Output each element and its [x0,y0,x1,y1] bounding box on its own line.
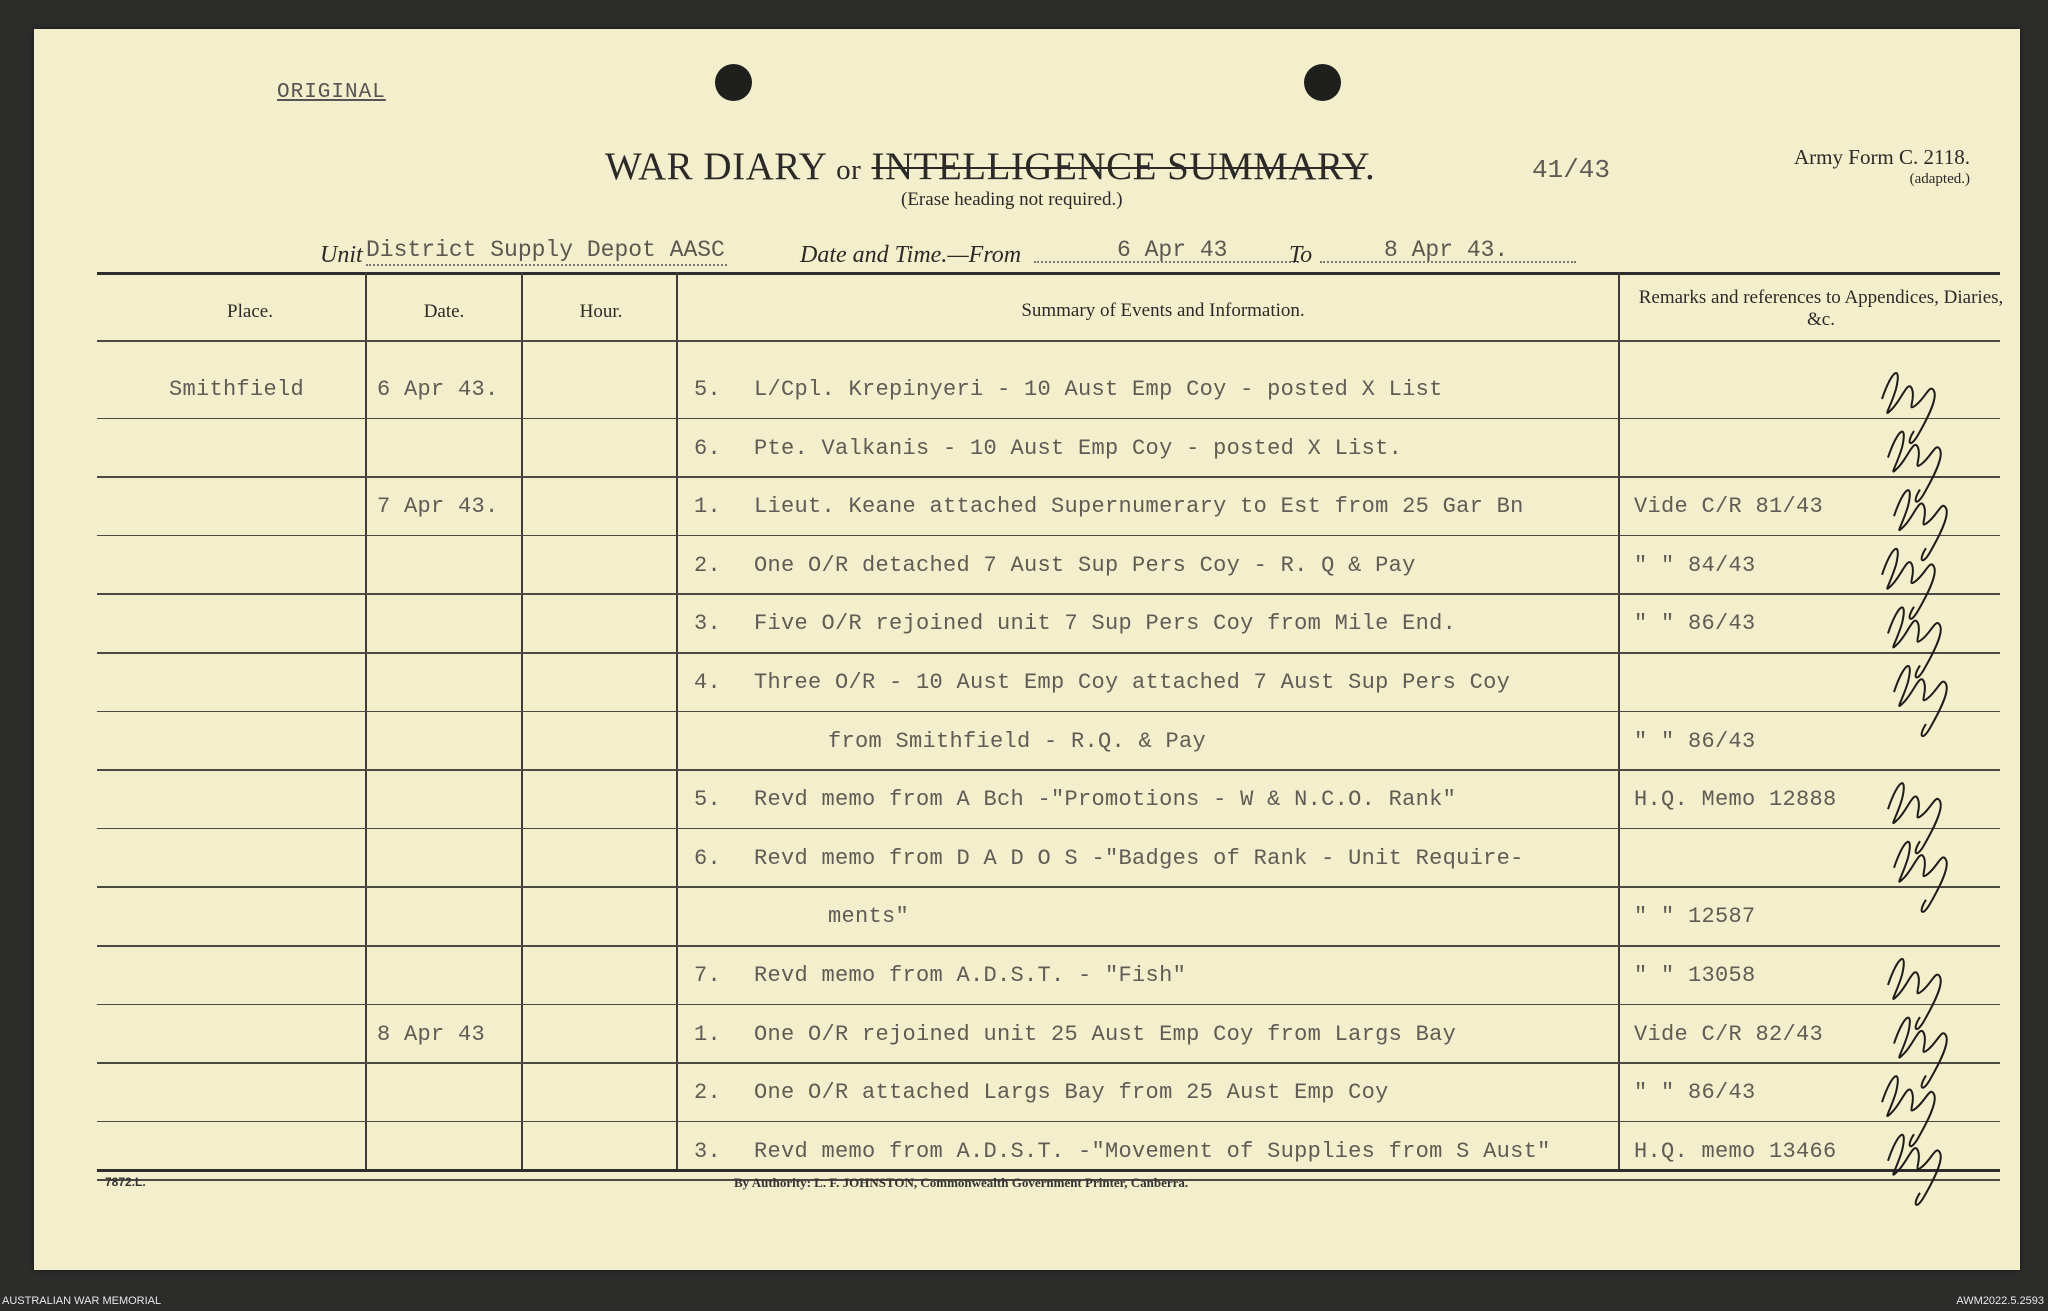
entry-text: Revd memo from A.D.S.T. - "Fish" [754,963,1187,988]
entry-number: 6. [694,845,722,871]
army-form-label: Army Form C. 2118. [1794,145,1970,169]
remark-cell: " " 84/43 [1634,552,1756,578]
column-header-date: Date. [423,301,465,322]
initials-signature [1894,1018,1947,1088]
remark-cell: Vide C/R 81/43 [1634,494,1824,520]
column-header-summary: Summary of Events and Information. [1021,300,1305,321]
initials-signature [1888,783,1941,853]
reference-number: 41/43 [1532,155,1611,185]
entry-number: 6. [694,435,722,461]
entry-number: 3. [694,1138,722,1164]
to-value: 8 Apr 43. [1384,237,1509,263]
unit-label: Unit [320,242,363,268]
remark-cell: H.Q. memo 13466 [1634,1138,1837,1164]
initials-signature [1882,373,1935,443]
entry-text: L/Cpl. Krepinyeri - 10 Aust Emp Coy - posted X List [754,377,1443,402]
to-label: To [1289,242,1313,268]
title-period: . [1365,145,1376,188]
original-stamp: ORIGINAL [277,81,386,104]
entry-text: Pte. Valkanis - 10 Aust Emp Coy - posted X List. [754,435,1403,461]
date-cell: 6 Apr 43. [377,377,499,402]
entry-number: 4. [694,670,722,695]
entry-text: Revd memo from A Bch -"Promotions - W & N.C.O. Rank" [754,787,1457,813]
war-diary-page [34,29,2020,1270]
entry-text: Five O/R rejoined unit 7 Sup Pers Coy from Mile End. [754,611,1457,637]
column-header-remarks: Remarks and references to Appendices, Diaries, &c. [1638,287,2004,330]
initials-signature [1888,607,1941,677]
entry-text: from Smithfield - R.Q. & Pay [828,728,1207,754]
title-or: or [836,154,862,186]
from-value: 6 Apr 43 [1117,237,1228,263]
archive-caption: AUSTRALIAN WAR MEMORIAL [2,1295,162,1307]
initials-signature [1882,1076,1935,1146]
date-time-label: Date and Time.—From [800,242,1022,268]
entry-text: Lieut. Keane attached Supernumerary to Est from 25 Gar Bn [754,494,1524,520]
entry-text: Revd memo from D A D O S -"Badges of Rank - Unit Require- [754,845,1524,871]
initials-signature [1894,666,1947,736]
entry-number: 7. [694,963,722,988]
place-cell: Smithfield [169,377,305,402]
entry-number: 2. [694,1080,722,1106]
entry-text: One O/R attached Largs Bay from 25 Aust Emp Coy [754,1080,1389,1106]
entry-text: Three O/R - 10 Aust Emp Coy attached 7 Aust Sup Pers Coy [754,670,1511,695]
entry-number: 1. [694,1021,722,1047]
entry-number: 5. [694,377,722,402]
archive-id: AWM2022.5.2593 [1956,1295,2044,1307]
initials-signature [1888,1135,1941,1205]
entry-text: One O/R rejoined unit 25 Aust Emp Coy from Largs Bay [754,1021,1457,1047]
entry-number: 3. [694,611,722,637]
remark-cell: Vide C/R 82/43 [1634,1021,1824,1047]
title-intelligence-summary: INTELLIGENCE SUMMARY [871,145,1366,188]
remark-cell: " " 13058 [1634,963,1756,988]
initials-signature [1888,959,1941,1029]
initials-signature [1894,842,1947,912]
column-header-place: Place. [227,301,273,322]
date-cell: 7 Apr 43. [377,494,499,520]
printer-authority: By Authority: L. F. JOHNSTON, Commonwealth Government Printer, Canberra. [734,1175,1189,1190]
unit-value: District Supply Depot AASC [366,237,727,266]
remark-cell: H.Q. Memo 12888 [1634,787,1837,813]
initials-signature [1882,549,1935,619]
entry-text: Revd memo from A.D.S.T. -"Movement of Supplies from S Aust" [754,1138,1551,1164]
remark-cell: " " 86/43 [1634,728,1756,754]
initials-layer [34,29,2020,1270]
page-subtitle: (Erase heading not required.) [901,189,1123,210]
entry-number: 2. [694,552,722,578]
army-form-note: (adapted.) [1909,171,1970,187]
initials-signature [1888,432,1941,502]
entry-number: 5. [694,787,722,813]
remark-cell: " " 86/43 [1634,1080,1756,1106]
title-war-diary: WAR DIARY [605,145,826,188]
initials-signature [1894,490,1947,560]
entry-text: One O/R detached 7 Aust Sup Pers Coy - R. Q & Pay [754,552,1416,578]
entry-text: ments" [828,904,910,930]
column-header-hour: Hour. [579,301,623,322]
date-cell: 8 Apr 43 [377,1021,486,1047]
remark-cell: " " 86/43 [1634,611,1756,637]
form-code: 7872.L. [105,1175,146,1189]
remark-cell: " " 12587 [1634,904,1756,930]
entry-number: 1. [694,494,722,520]
